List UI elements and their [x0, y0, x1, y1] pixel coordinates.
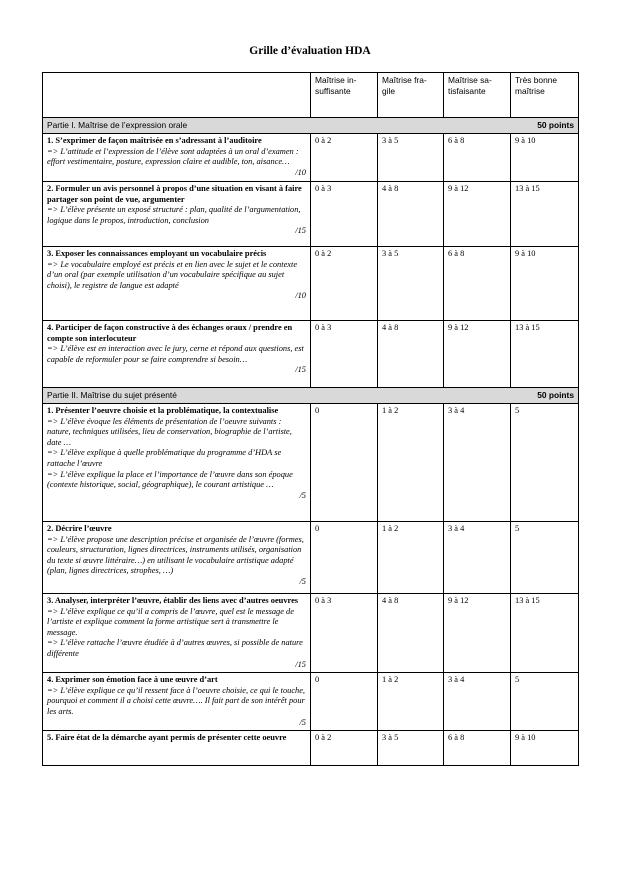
part-label: Partie II. Maîtrise du sujet présenté — [47, 390, 177, 400]
header-satisfaisante: Maîtrise sa-tisfaisante — [444, 73, 511, 118]
criterion-row — [43, 182, 579, 247]
level-range: 13 à 15 — [511, 594, 579, 673]
level-range: 5 — [511, 404, 579, 522]
level-range: 9 à 12 — [444, 594, 511, 673]
criterion-title: 3. Exposer les connaissances employant un vocabulaire précis — [47, 249, 267, 258]
level-range: 3 à 4 — [444, 404, 511, 522]
criterion-row — [43, 522, 579, 594]
criterion-description: => L’attitude et l’expression de l’élève sont adaptées à un oral d’examen : effort vestimentaire, posture, expression claire et audible, ton, aisance… — [47, 146, 299, 167]
level-range: 0 à 2 — [311, 731, 378, 766]
criterion-score: /15 — [295, 226, 306, 236]
criterion-row — [43, 321, 579, 388]
level-range: 6 à 8 — [444, 247, 511, 321]
criterion-title: 1. S’exprimer de façon maîtrisée en s’adressant à l’auditoire — [47, 136, 262, 145]
level-range: 4 à 8 — [378, 182, 444, 247]
criterion-title: 2. Décrire l’œuvre — [47, 524, 112, 533]
header-cell-empty — [43, 73, 311, 118]
criterion-cell — [43, 134, 311, 182]
level-range: 0 à 3 — [311, 182, 378, 247]
criterion-cell — [43, 522, 311, 594]
criterion-description: => L’élève est en interaction avec le jury, cerne et répond aux questions, est capable de reformuler pour se faire comprendre si besoin… — [47, 344, 304, 364]
part-label: Partie I. Maîtrise de l’expression orale — [47, 120, 188, 130]
level-range: 0 à 2 — [311, 134, 378, 182]
criterion-cell — [43, 182, 311, 247]
criterion-row — [43, 404, 579, 522]
part-header-row — [43, 118, 579, 134]
level-range: 0 — [311, 404, 378, 522]
level-range: 9 à 12 — [444, 182, 511, 247]
criterion-cell — [43, 731, 311, 766]
criterion-cell — [43, 321, 311, 388]
criterion-description: => L’élève évoque les éléments de présentation de l’oeuvre suivants : nature, techniques utilisées, lieu de conservation, biographie de l’artiste, date … — [47, 416, 292, 447]
level-range: 6 à 8 — [444, 731, 511, 766]
criterion-title: 3. Analyser, interpréter l’œuvre, établir des liens avec d’autres oeuvres — [47, 596, 299, 605]
criterion-row — [43, 134, 579, 182]
level-range: 4 à 8 — [378, 321, 444, 388]
level-range: 3 à 5 — [378, 731, 444, 766]
criterion-title: 5. Faire état de la démarche ayant permis de présenter cette oeuvre — [47, 733, 287, 743]
criterion-description: => L’élève explique ce qu’il a compris de l’œuvre, quel est le message de l’artiste et explique comment la forme artistique sert à transmettre le message. — [47, 606, 294, 637]
level-range: 0 — [311, 673, 378, 731]
criterion-row — [43, 594, 579, 673]
level-range: 0 à 3 — [311, 321, 378, 388]
part-points: 50 points — [537, 390, 574, 400]
criterion-score: /15 — [295, 365, 306, 375]
header-fragile: Maîtrise fra-gile — [378, 73, 444, 118]
header-insuffisante: Maîtrise in-suffisante — [311, 73, 378, 118]
criterion-description: => L’élève explique ce qu’il ressent face à l’oeuvre choisie, ce qui le touche, pourquoi et comment il a choisi cette œuvre…. Il fait part de son intérêt pour les arts. — [47, 685, 306, 716]
level-range: 1 à 2 — [378, 522, 444, 594]
criterion-cell — [43, 673, 311, 731]
criterion-score: /5 — [299, 576, 306, 586]
level-range: 1 à 2 — [378, 404, 444, 522]
header-row — [43, 73, 579, 118]
criterion-title: 4. Participer de façon constructive à des échanges oraux / prendre en compte son interlocuteur — [47, 323, 293, 343]
level-range: 6 à 8 — [444, 134, 511, 182]
evaluation-grid — [42, 72, 579, 766]
criterion-description: => L’élève explique à quelle problématique du programme d’HDA se rattache l’œuvre — [47, 448, 282, 468]
criterion-title: 2. Formuler un avis personnel à propos d’une situation en visant à faire partager son point de vue, argumenter — [47, 184, 302, 204]
criterion-cell — [43, 404, 311, 522]
criterion-row — [43, 673, 579, 731]
level-range: 0 à 2 — [311, 247, 378, 321]
level-range: 0 — [311, 522, 378, 594]
part-header-row — [43, 388, 579, 404]
criterion-score: /10 — [295, 291, 306, 301]
part-points: 50 points — [537, 120, 574, 130]
criterion-score: /5 — [299, 490, 306, 500]
criterion-title: 4. Exprimer son émotion face à une œuvre d’art — [47, 675, 218, 685]
criterion-cell — [43, 594, 311, 673]
level-range: 13 à 15 — [511, 182, 579, 247]
criterion-score: /5 — [299, 717, 306, 727]
level-range: 9 à 12 — [444, 321, 511, 388]
criterion-description: => Le vocabulaire employé est précis et en lien avec le sujet et le contexte d’un oral (par exemple utilisation d’un vocabulaire spécifique au sujet choisi), le registre de langue est adapté — [47, 259, 298, 290]
level-range: 9 à 10 — [511, 731, 579, 766]
criterion-description: => L’élève rattache l’œuvre étudiée à d’autres œuvres, si possible de nature différente — [47, 638, 303, 658]
criterion-description: => L’élève propose une description précise et organisée de l’œuvre (formes, couleurs, structuration, lignes directrices, instruments utilisés, organisation du texte si œuvre littéraire…) en utilisant le vocabulaire artistique adapté (plan, lignes directrices, strophes, …) — [47, 534, 304, 576]
level-range: 0 à 3 — [311, 594, 378, 673]
part-header — [43, 388, 579, 404]
level-range: 13 à 15 — [511, 321, 579, 388]
level-range: 3 à 4 — [444, 673, 511, 731]
page-title: Grille d’évaluation HDA — [249, 45, 371, 57]
criterion-description: => L’élève explique la place et l’importance de l’œuvre dans son époque (contexte historique, social, géographique), le courant artistique … — [47, 469, 293, 490]
criterion-description: => L’élève présente un exposé structuré : plan, qualité de l’argumentation, logique dans le propos, introduction, conclusion — [47, 205, 301, 225]
level-range: 3 à 5 — [378, 247, 444, 321]
criterion-title: 1. Présenter l’oeuvre choisie et la problématique, la contextualise — [47, 406, 279, 415]
criterion-row — [43, 731, 579, 766]
level-range: 3 à 4 — [444, 522, 511, 594]
header-tres-bonne: Très bonne maîtrise — [511, 73, 579, 118]
criterion-cell — [43, 247, 311, 321]
level-range: 1 à 2 — [378, 673, 444, 731]
level-range: 5 — [511, 673, 579, 731]
level-range: 3 à 5 — [378, 134, 444, 182]
criterion-score: /10 — [295, 167, 306, 177]
level-range: 9 à 10 — [511, 247, 579, 321]
criterion-row — [43, 247, 579, 321]
level-range: 9 à 10 — [511, 134, 579, 182]
level-range: 5 — [511, 522, 579, 594]
part-header — [43, 118, 579, 134]
level-range: 4 à 8 — [378, 594, 444, 673]
criterion-score: /15 — [295, 659, 306, 669]
